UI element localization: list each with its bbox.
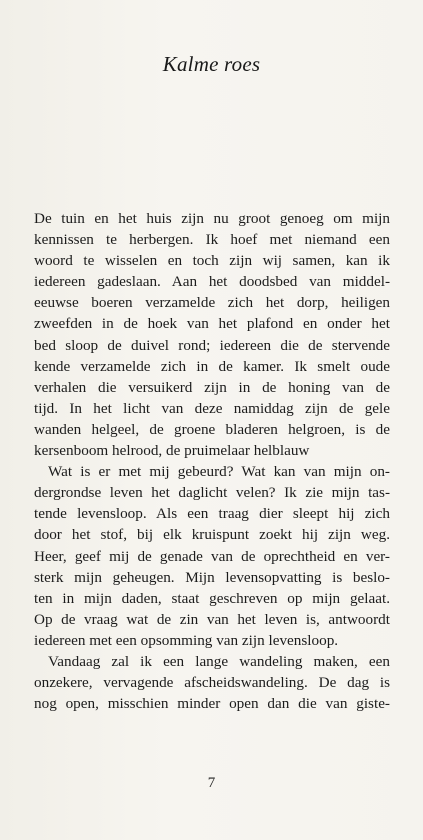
text-line: zweefden in de hoek van het plafond en onder het — [34, 315, 390, 333]
page-number: 7 — [207, 775, 216, 791]
text-line: De tuin en het huis zijn nu groot genoeg om mijn — [34, 210, 390, 227]
text-line: Wat is er met mij gebeurd? Wat kan van mijn on- — [48, 463, 390, 481]
text-line: iedereen gadeslaan. Aan het doodsbed van middel- — [34, 273, 390, 291]
text-line: woord te wisselen en toch zijn wij samen, kan ik — [34, 252, 390, 270]
text-line: iedereen met een opsomming van zijn levensloop. — [34, 631, 339, 649]
text-line: wanden helgeel, de groene bladeren helgroen, is de — [34, 420, 390, 438]
text-line: bed sloop de duivel rond; iedereen die de stervende — [34, 336, 390, 354]
text-line: sterk mijn geheugen. Mijn levensopvatting is beslo- — [34, 568, 390, 586]
text-line: kennissen te herbergen. Ik hoef met niemand een — [34, 231, 390, 249]
body-text — [34, 208, 390, 714]
text-line: dergrondse leven het daglicht velen? Ik zie mijn tas- — [34, 484, 390, 502]
text-line: eeuwse boeren verzamelde zich het dorp, heiligen — [34, 294, 390, 312]
text-line: Heer, geef mij de genade van de oprechtheid en ver- — [34, 547, 390, 565]
text-line: verhalen die versuikerd zijn in de honing van de — [34, 378, 390, 396]
paragraph-2 — [34, 461, 390, 651]
text-line: Vandaag zal ik een lange wandeling maken, een — [48, 652, 390, 670]
text-line: onzekere, vervagende afscheidswandeling. De dag is — [34, 674, 390, 692]
text-line: door het stof, bij elk kruispunt zoekt hij zijn weg. — [34, 526, 390, 544]
text-line: kende verzamelde zich in de kamer. Ik smelt oude — [34, 357, 390, 375]
text-line: nog open, misschien minder open dan die van giste- — [34, 695, 390, 713]
text-line: Op de vraag wat de zin van het leven is, antwoordt — [34, 610, 390, 628]
text-line: tijd. In het licht van deze namiddag zijn de gele — [34, 399, 390, 417]
paragraph-1 — [34, 208, 390, 461]
text-line: tende levensloop. Als een traag dier sleept hij zich — [34, 505, 390, 523]
paragraph-3 — [34, 651, 390, 714]
text-line: ten in mijn daden, staat geschreven op mijn gelaat. — [34, 589, 390, 607]
text-line: kersenboom helrood, de pruimelaar helblauw — [34, 442, 310, 460]
chapter-title: Kalme roes — [162, 52, 261, 76]
